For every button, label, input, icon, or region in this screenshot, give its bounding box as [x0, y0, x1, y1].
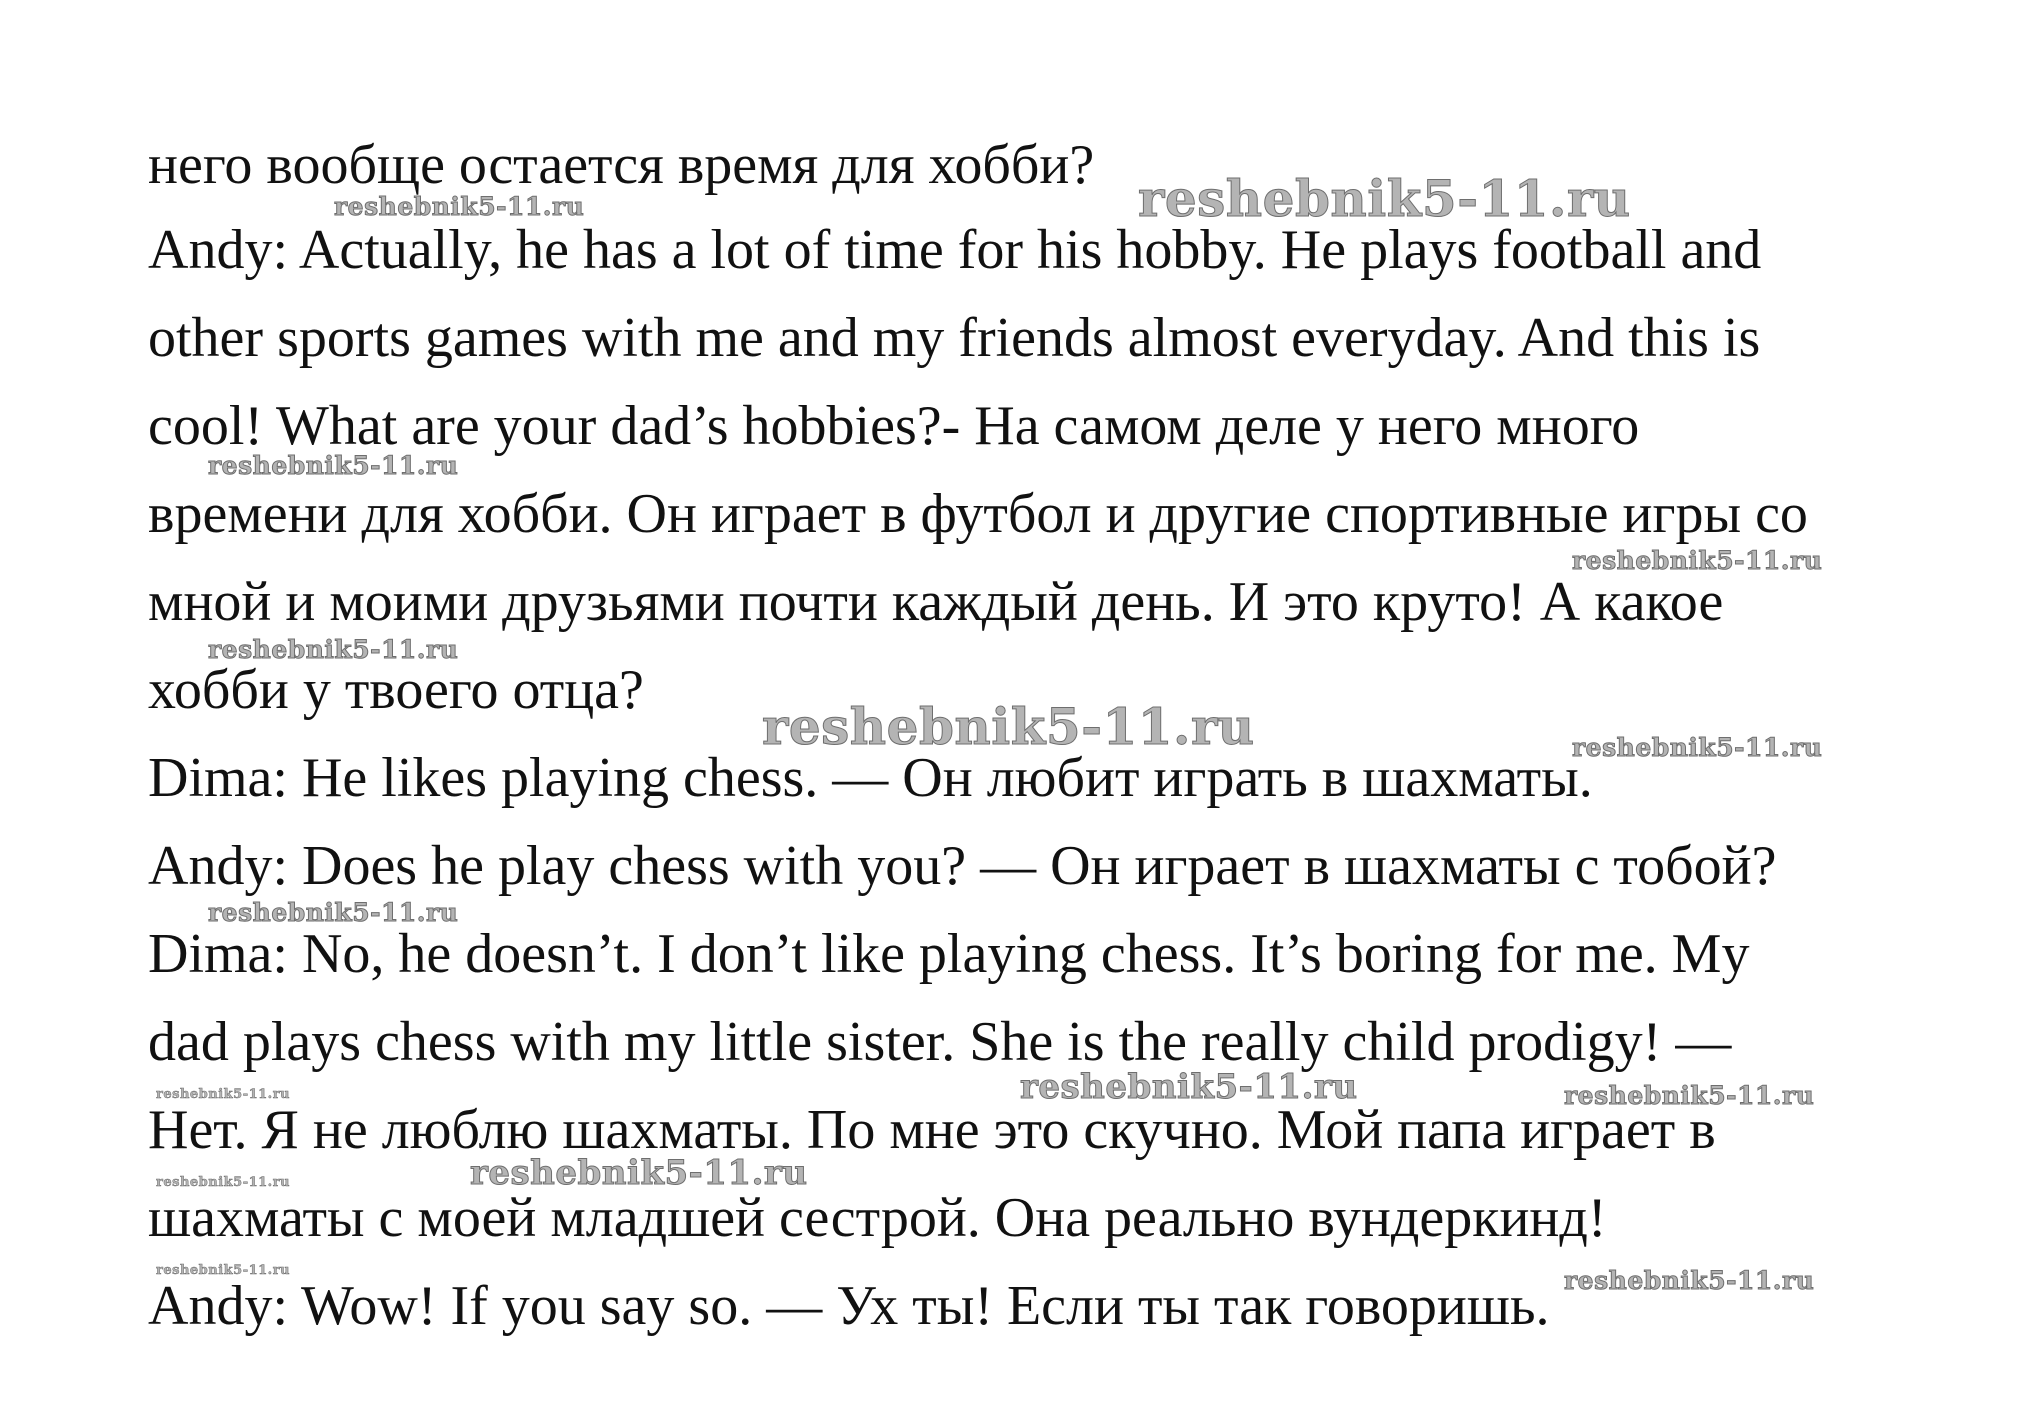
watermark: reshebnik5-11.ru	[1564, 1266, 1815, 1295]
watermark: reshebnik5-11.ru	[1572, 733, 1823, 762]
text-line: Нет. Я не люблю шахматы. По мне это скучно. Мой папа играет в	[148, 1099, 1716, 1161]
watermark: reshebnik5-11.ru	[470, 1153, 808, 1193]
watermark: reshebnik5-11.ru	[208, 635, 459, 664]
text-line: other sports games with me and my friends almost everyday. And this is	[148, 307, 1761, 369]
watermark: reshebnik5-11.ru	[1138, 169, 1631, 228]
watermark: reshebnik5-11.ru	[156, 1087, 291, 1102]
text-line: шахматы с моей младшей сестрой. Она реально вундеркинд!	[148, 1187, 1607, 1249]
watermark: reshebnik5-11.ru	[208, 898, 459, 927]
text-line: мной и моими друзьями почти каждый день. И это круто! А какое	[148, 571, 1724, 633]
watermark: reshebnik5-11.ru	[156, 1263, 291, 1278]
text-line: Dima: No, he doesn’t. I don’t like playing chess. It’s boring for me. My	[148, 923, 1750, 985]
text-line: него вообще остается время для хобби?	[148, 134, 1095, 196]
watermark: reshebnik5-11.ru	[1020, 1067, 1358, 1107]
text-line: Andy: Wow! If you say so. — Ух ты! Если ты так говоришь.	[148, 1275, 1550, 1337]
text-line: dad plays chess with my little sister. She is the really child prodigy! —	[148, 1011, 1732, 1073]
text-line: Andy: Does he play chess with you? — Он играет в шахматы с тобой?	[148, 835, 1777, 897]
text-line: времени для хобби. Он играет в футбол и другие спортивные игры со	[148, 483, 1808, 545]
watermark: reshebnik5-11.ru	[1572, 546, 1823, 575]
watermark: reshebnik5-11.ru	[156, 1175, 291, 1190]
watermark: reshebnik5-11.ru	[762, 697, 1255, 756]
text-line: хобби у твоего отца?	[148, 659, 644, 721]
text-line: cool! What are your dad’s hobbies?- На самом деле у него много	[148, 395, 1640, 457]
text-line: Andy: Actually, he has a lot of time for his hobby. He plays football and	[148, 219, 1762, 281]
watermark: reshebnik5-11.ru	[208, 451, 459, 480]
watermark: reshebnik5-11.ru	[1564, 1081, 1815, 1110]
watermark: reshebnik5-11.ru	[334, 192, 585, 221]
text-line: Dima: He likes playing chess. — Он любит играть в шахматы.	[148, 747, 1593, 809]
